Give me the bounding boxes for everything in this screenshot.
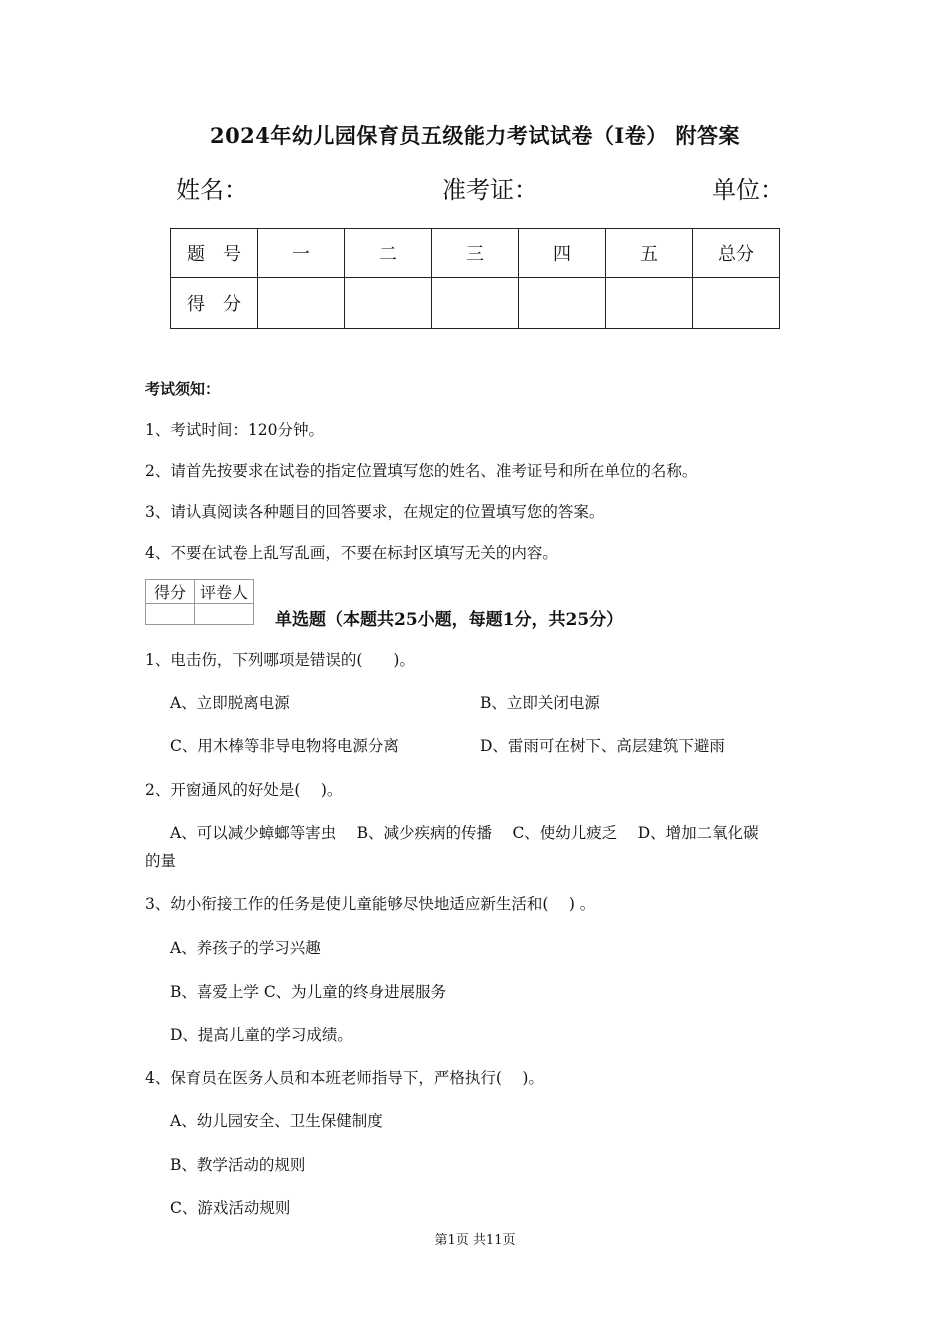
option-a: A、幼儿园安全、卫生保健制度 (170, 1112, 383, 1130)
option-b: B、教学活动的规则 (170, 1156, 306, 1174)
score-cell[interactable] (345, 278, 432, 329)
question-stem: 3、幼小衔接工作的任务是使儿童能够尽快地适应新生活和( ) 。 (145, 895, 596, 913)
question-stem: 4、保育员在医务人员和本班老师指导下，严格执行( )。 (145, 1069, 544, 1087)
option-c: C、用木棒等非导电物将电源分离 (170, 737, 399, 755)
options-line: A、可以减少蟑螂等害虫 B、减少疾病的传播 C、使幼儿疲乏 D、增加二氧化碳 (170, 824, 759, 842)
score-header-cell: 题 号 (171, 229, 258, 278)
option-a: A、立即脱离电源 (170, 694, 290, 712)
notice-item: 4、不要在试卷上乱写乱画，不要在标封区填写无关的内容。 (145, 544, 558, 562)
grader-score-label: 得分 (146, 580, 195, 604)
section-title: 单选题（本题共25小题，每题1分，共25分） (275, 610, 624, 630)
option-bc: B、喜爱上学 C、为儿童的终身进展服务 (170, 983, 447, 1001)
option-c: C、游戏活动规则 (170, 1199, 291, 1217)
score-header-cell: 五 (606, 229, 693, 278)
option-a: A、养孩子的学习兴趣 (170, 939, 321, 957)
exam-title: 2024年幼儿园保育员五级能力考试试卷（I卷） 附答案 (209, 123, 741, 148)
notice-item: 3、请认真阅读各种题目的回答要求，在规定的位置填写您的答案。 (145, 503, 605, 521)
score-cell[interactable] (606, 278, 693, 329)
score-header-cell: 四 (519, 229, 606, 278)
page-footer: 第1页 共11页 (434, 1233, 516, 1248)
name-field-label: 姓名： (176, 176, 248, 204)
score-header-cell: 三 (432, 229, 519, 278)
score-table (170, 228, 780, 329)
notice-heading: 考试须知： (145, 380, 221, 398)
grader-reviewer-label: 评卷人 (195, 580, 254, 604)
grader-score-cell[interactable] (146, 604, 195, 625)
score-cell[interactable] (258, 278, 345, 329)
unit-field-label: 单位： (712, 176, 784, 204)
score-cell[interactable] (519, 278, 606, 329)
score-header-cell: 一 (258, 229, 345, 278)
question-stem: 2、开窗通风的好处是( )。 (145, 781, 343, 799)
score-header-cell: 总分 (693, 229, 780, 278)
options-wrap: 的量 (145, 852, 177, 870)
option-b: B、立即关闭电源 (480, 694, 600, 712)
score-table-header-row (171, 229, 780, 278)
question-stem: 1、电击伤，下列哪项是错误的( )。 (145, 651, 415, 669)
score-row-label: 得 分 (171, 278, 258, 329)
option-d: D、提高儿童的学习成绩。 (170, 1026, 353, 1044)
score-table-score-row (171, 278, 780, 329)
exam-id-field-label: 准考证： (442, 176, 538, 204)
option-d: D、雷雨可在树下、高层建筑下避雨 (480, 737, 725, 755)
notice-item: 1、考试时间：120分钟。 (145, 421, 324, 439)
score-cell[interactable] (693, 278, 780, 329)
score-cell[interactable] (432, 278, 519, 329)
score-header-cell: 二 (345, 229, 432, 278)
notice-item: 2、请首先按要求在试卷的指定位置填写您的姓名、准考证号和所在单位的名称。 (145, 462, 698, 480)
grader-reviewer-cell[interactable] (195, 604, 254, 625)
grader-box (145, 579, 254, 625)
